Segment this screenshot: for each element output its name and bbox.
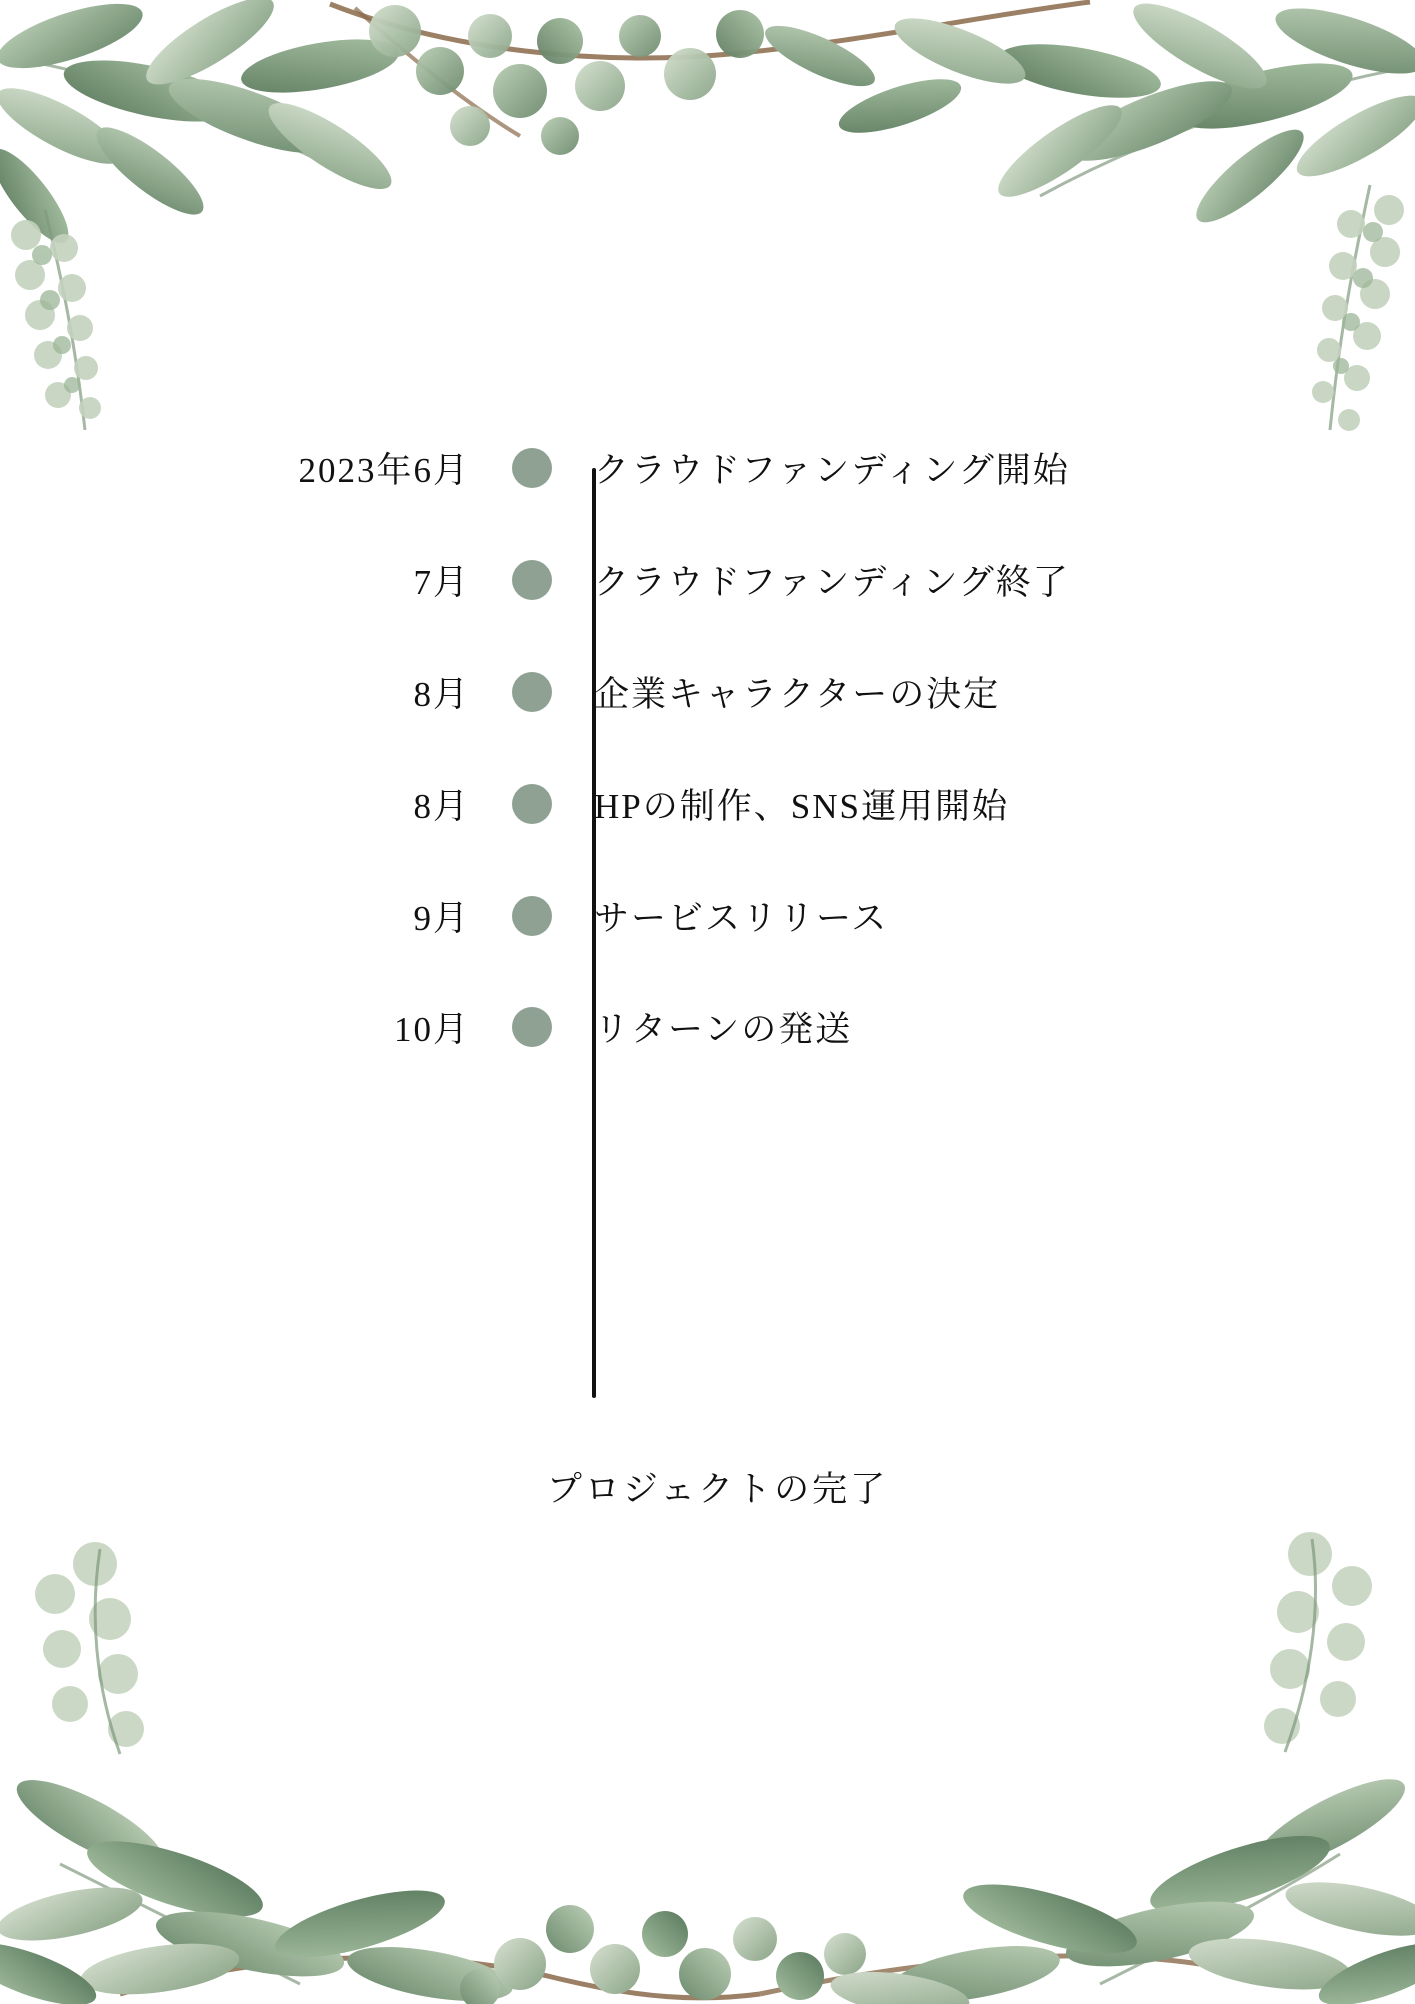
timeline-item-date: 10月 — [393, 1010, 470, 1049]
timeline-dot-cell — [470, 448, 594, 488]
timeline-dot-cell — [470, 560, 594, 600]
timeline-dot-icon — [512, 448, 552, 488]
timeline-footer-label: プロジェクトの完了 — [546, 1470, 889, 1509]
timeline-dot-cell — [470, 1007, 594, 1047]
timeline-dot-cell — [470, 672, 594, 712]
timeline-item-date: 7月 — [413, 563, 470, 602]
timeline-item-label: クラウドファンディング終了 — [594, 563, 1070, 602]
timeline-item — [0, 662, 1415, 722]
timeline-dot-cell — [470, 784, 594, 824]
timeline-dot-icon — [512, 784, 552, 824]
timeline-item — [0, 550, 1415, 610]
timeline-dot-icon — [512, 1007, 552, 1047]
timeline-dot-icon — [512, 672, 552, 712]
timeline-dot-icon — [512, 560, 552, 600]
timeline-item-label: サービスリリース — [594, 899, 889, 938]
timeline-item-label: リターンの発送 — [594, 1010, 853, 1049]
timeline-dot-cell — [470, 896, 594, 936]
timeline-item-label: クラウドファンディング開始 — [594, 451, 1070, 490]
timeline-item — [0, 774, 1415, 834]
timeline-item — [0, 438, 1415, 498]
timeline-item — [0, 997, 1415, 1057]
timeline-item-date: 9月 — [413, 899, 470, 938]
timeline-item-date: 8月 — [413, 675, 470, 714]
timeline-dot-icon — [512, 896, 552, 936]
timeline-item — [0, 886, 1415, 946]
timeline-item-date: 2023年6月 — [298, 451, 470, 490]
timeline-item-label: 企業キャラクターの決定 — [594, 675, 1001, 714]
timeline-item-label: HPの制作、SNS運用開始 — [594, 787, 1009, 826]
timeline-item-date: 8月 — [413, 787, 470, 826]
